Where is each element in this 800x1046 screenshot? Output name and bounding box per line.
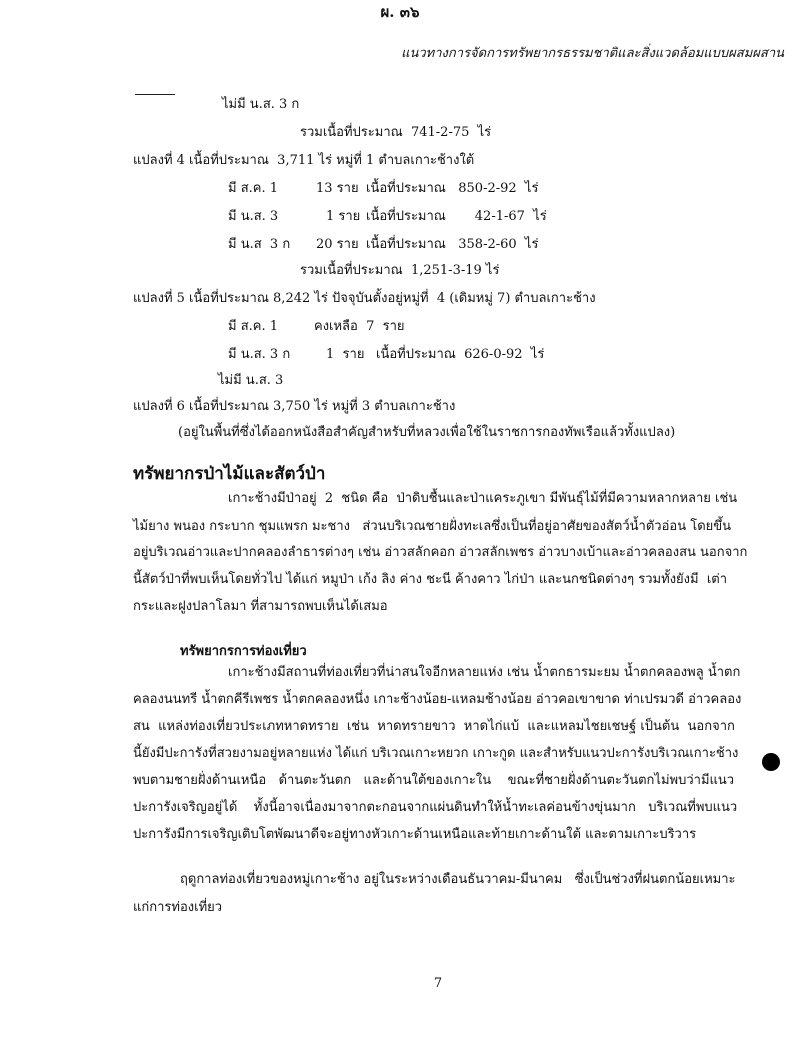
parcel3-total: รวมเนื้อที่ประมาณ 741-2-75 ไร่	[300, 125, 492, 140]
running-title: แนวทางการจัดการทรัพยากรธรรมชาติและสิ่งแวดล้อมแบบผสมผสาน	[401, 46, 784, 61]
parcel4-row-count: 20 ราย	[316, 237, 359, 252]
tourism-paragraph-line: พบตามชายฝั่งด้านเหนือ ด้านตะวันตก และด้านใต้ของเกาะใน ขณะที่ชายฝั่งด้านตะวันตกไม่พบว่ามีแนว	[133, 773, 735, 788]
parcel4-row-count: 13 ราย	[316, 181, 359, 196]
page-label: ผ. ๓๖	[380, 3, 420, 21]
parcel5-row-label: มี น.ส. 3 ก	[228, 347, 291, 362]
scan-punch-hole	[762, 753, 780, 771]
tourism-heading: ทรัพยากรการท่องเที่ยว	[180, 644, 307, 659]
forest-heading: ทรัพยากรป่าไม้และสัตว์ป่า	[133, 464, 326, 484]
no-ns3k-line: ไม่มี น.ส. 3 ก	[222, 97, 300, 112]
parcel6-note: (อยู่ในพื้นที่ซึ่งได้ออกหนังสือสำคัญสำหรับที่หลวงเพื่อใช้ในราชการกองทัพเรือแล้วทั้งแปลง)	[178, 425, 676, 440]
parcel4-row-area: เนื้อที่ประมาณ 42-1-67 ไร่	[366, 209, 547, 224]
parcel6-title: แปลงที่ 6 เนื้อที่ประมาณ 3,750 ไร่ หมู่ที่ 3 ตำบลเกาะช้าง	[133, 399, 456, 414]
parcel4-row-label: มี น.ส. 3	[228, 209, 279, 224]
tourism-paragraph-line: สน แหล่งท่องเที่ยวประเภทหาดทราย เช่น หาดทรายขาว หาดไก่แบ้ และแหลมไชยเชษฐ์ เป็นต้น นอกจาก	[133, 719, 735, 734]
forest-paragraph-line: เกาะช้างมีป่าอยู่ 2 ชนิด คือ ป่าดิบชื้นและป่าแคระภูเขา มีพันธุ์ไม้ที่มีความหลากหลาย เช่น	[228, 491, 738, 506]
parcel4-row-label: มี น.ส 3 ก	[228, 237, 291, 252]
forest-paragraph-line: นี้สัตว์ป่าที่พบเห็นโดยทั่วไป ได้แก่ หมูป่า เก้ง ลิง ค่าง ชะนี ค้างคาว ไก่ป่า และนกชนิดต่างๆ รวมทั้งยังมี เต่า	[133, 572, 728, 587]
page-number: 7	[433, 976, 443, 991]
tourism-paragraph-line: คลองนนทรี น้ำตกคีรีเพชร น้ำตกคลองหนึ่ง เกาะช้างน้อย-แหลมช้างน้อย อ่าวคอเขาขาด ท่าเปรมวดี อ่าวคลอง	[133, 692, 742, 707]
tourism-paragraph-line: นี้ยังมีปะการังที่สวยงามอยู่หลายแห่ง ได้แก่ บริเวณเกาะหยวก เกาะกูด และสำหรับแนวปะการังบริเวณเกาะช้าง	[133, 746, 739, 761]
parcel5-title: แปลงที่ 5 เนื้อที่ประมาณ 8,242 ไร่ ปัจจุบันตั้งอยู่หมู่ที่ 4 (เดิมหมู่ 7) ตำบลเกาะช้าง	[133, 291, 596, 306]
parcel5-row-label: มี ส.ค. 1	[228, 319, 279, 334]
parcel4-row-area: เนื้อที่ประมาณ 850-2-92 ไร่	[366, 181, 539, 196]
season-paragraph-line: แก่การท่องเที่ยว	[133, 900, 223, 915]
parcel4-row-area: เนื้อที่ประมาณ 358-2-60 ไร่	[366, 237, 539, 252]
scan-dash-mark	[135, 94, 175, 95]
season-paragraph-line: ฤดูกาลท่องเที่ยวของหมู่เกาะช้าง อยู่ในระหว่างเดือนธันวาคม-มีนาคม ซึ่งเป็นช่วงที่ฝนตกน้อยเหมาะ	[180, 872, 736, 887]
forest-paragraph-line: อยู่บริเวณอ่าวและปากคลองลำธารต่างๆ เช่น อ่าวสลักคอก อ่าวสลักเพชร อ่าวบางเบ้าและอ่าวคลองสน นอกจาก	[133, 545, 748, 560]
parcel5-remaining: คงเหลือ 7 ราย	[314, 319, 405, 334]
tourism-paragraph-line: ปะการังมีการเจริญเติบโตพัฒนาดีจะอยู่ทางหัวเกาะด้านเหนือและท้ายเกาะด้านใต้ และตามเกาะบริวาร	[133, 827, 697, 842]
tourism-paragraph-line: เกาะช้างมีสถานที่ท่องเที่ยวที่น่าสนใจอีกหลายแห่ง เช่น น้ำตกธารมะยม น้ำตกคลองพลู น้ำตก	[228, 665, 741, 680]
parcel5-no-ns3: ไม่มี น.ส. 3	[218, 373, 284, 388]
parcel4-row-label: มี ส.ค. 1	[228, 181, 279, 196]
forest-paragraph-line: ไม้ยาง พนอง กระบาก ชุมแพรก มะชาง ส่วนบริเวณชายฝั่งทะเลซึ่งเป็นที่อยู่อาศัยของสัตว์น้ำตัวอ่อน โดยขึ้น	[133, 519, 732, 534]
parcel4-total: รวมเนื้อที่ประมาณ 1,251-3-19 ไร่	[300, 263, 500, 278]
parcel5-row-area: เนื้อที่ประมาณ 626-0-92 ไร่	[376, 347, 545, 362]
parcel5-row-count: 1 ราย	[326, 347, 365, 362]
parcel4-row-count: 1 ราย	[326, 209, 361, 224]
parcel4-title: แปลงที่ 4 เนื้อที่ประมาณ 3,711 ไร่ หมู่ที่ 1 ตำบลเกาะช้างใต้	[133, 153, 475, 168]
tourism-paragraph-line: ปะการังเจริญอยู่ได้ ทั้งนี้อาจเนื่องมาจากตะกอนจากแผ่นดินทำให้น้ำทะเลค่อนข้างขุ่นมาก บริเวณที่พบแนว	[133, 800, 738, 815]
forest-paragraph-line: กระและฝูงปลาโลมา ที่สามารถพบเห็นได้เสมอ	[133, 599, 388, 614]
